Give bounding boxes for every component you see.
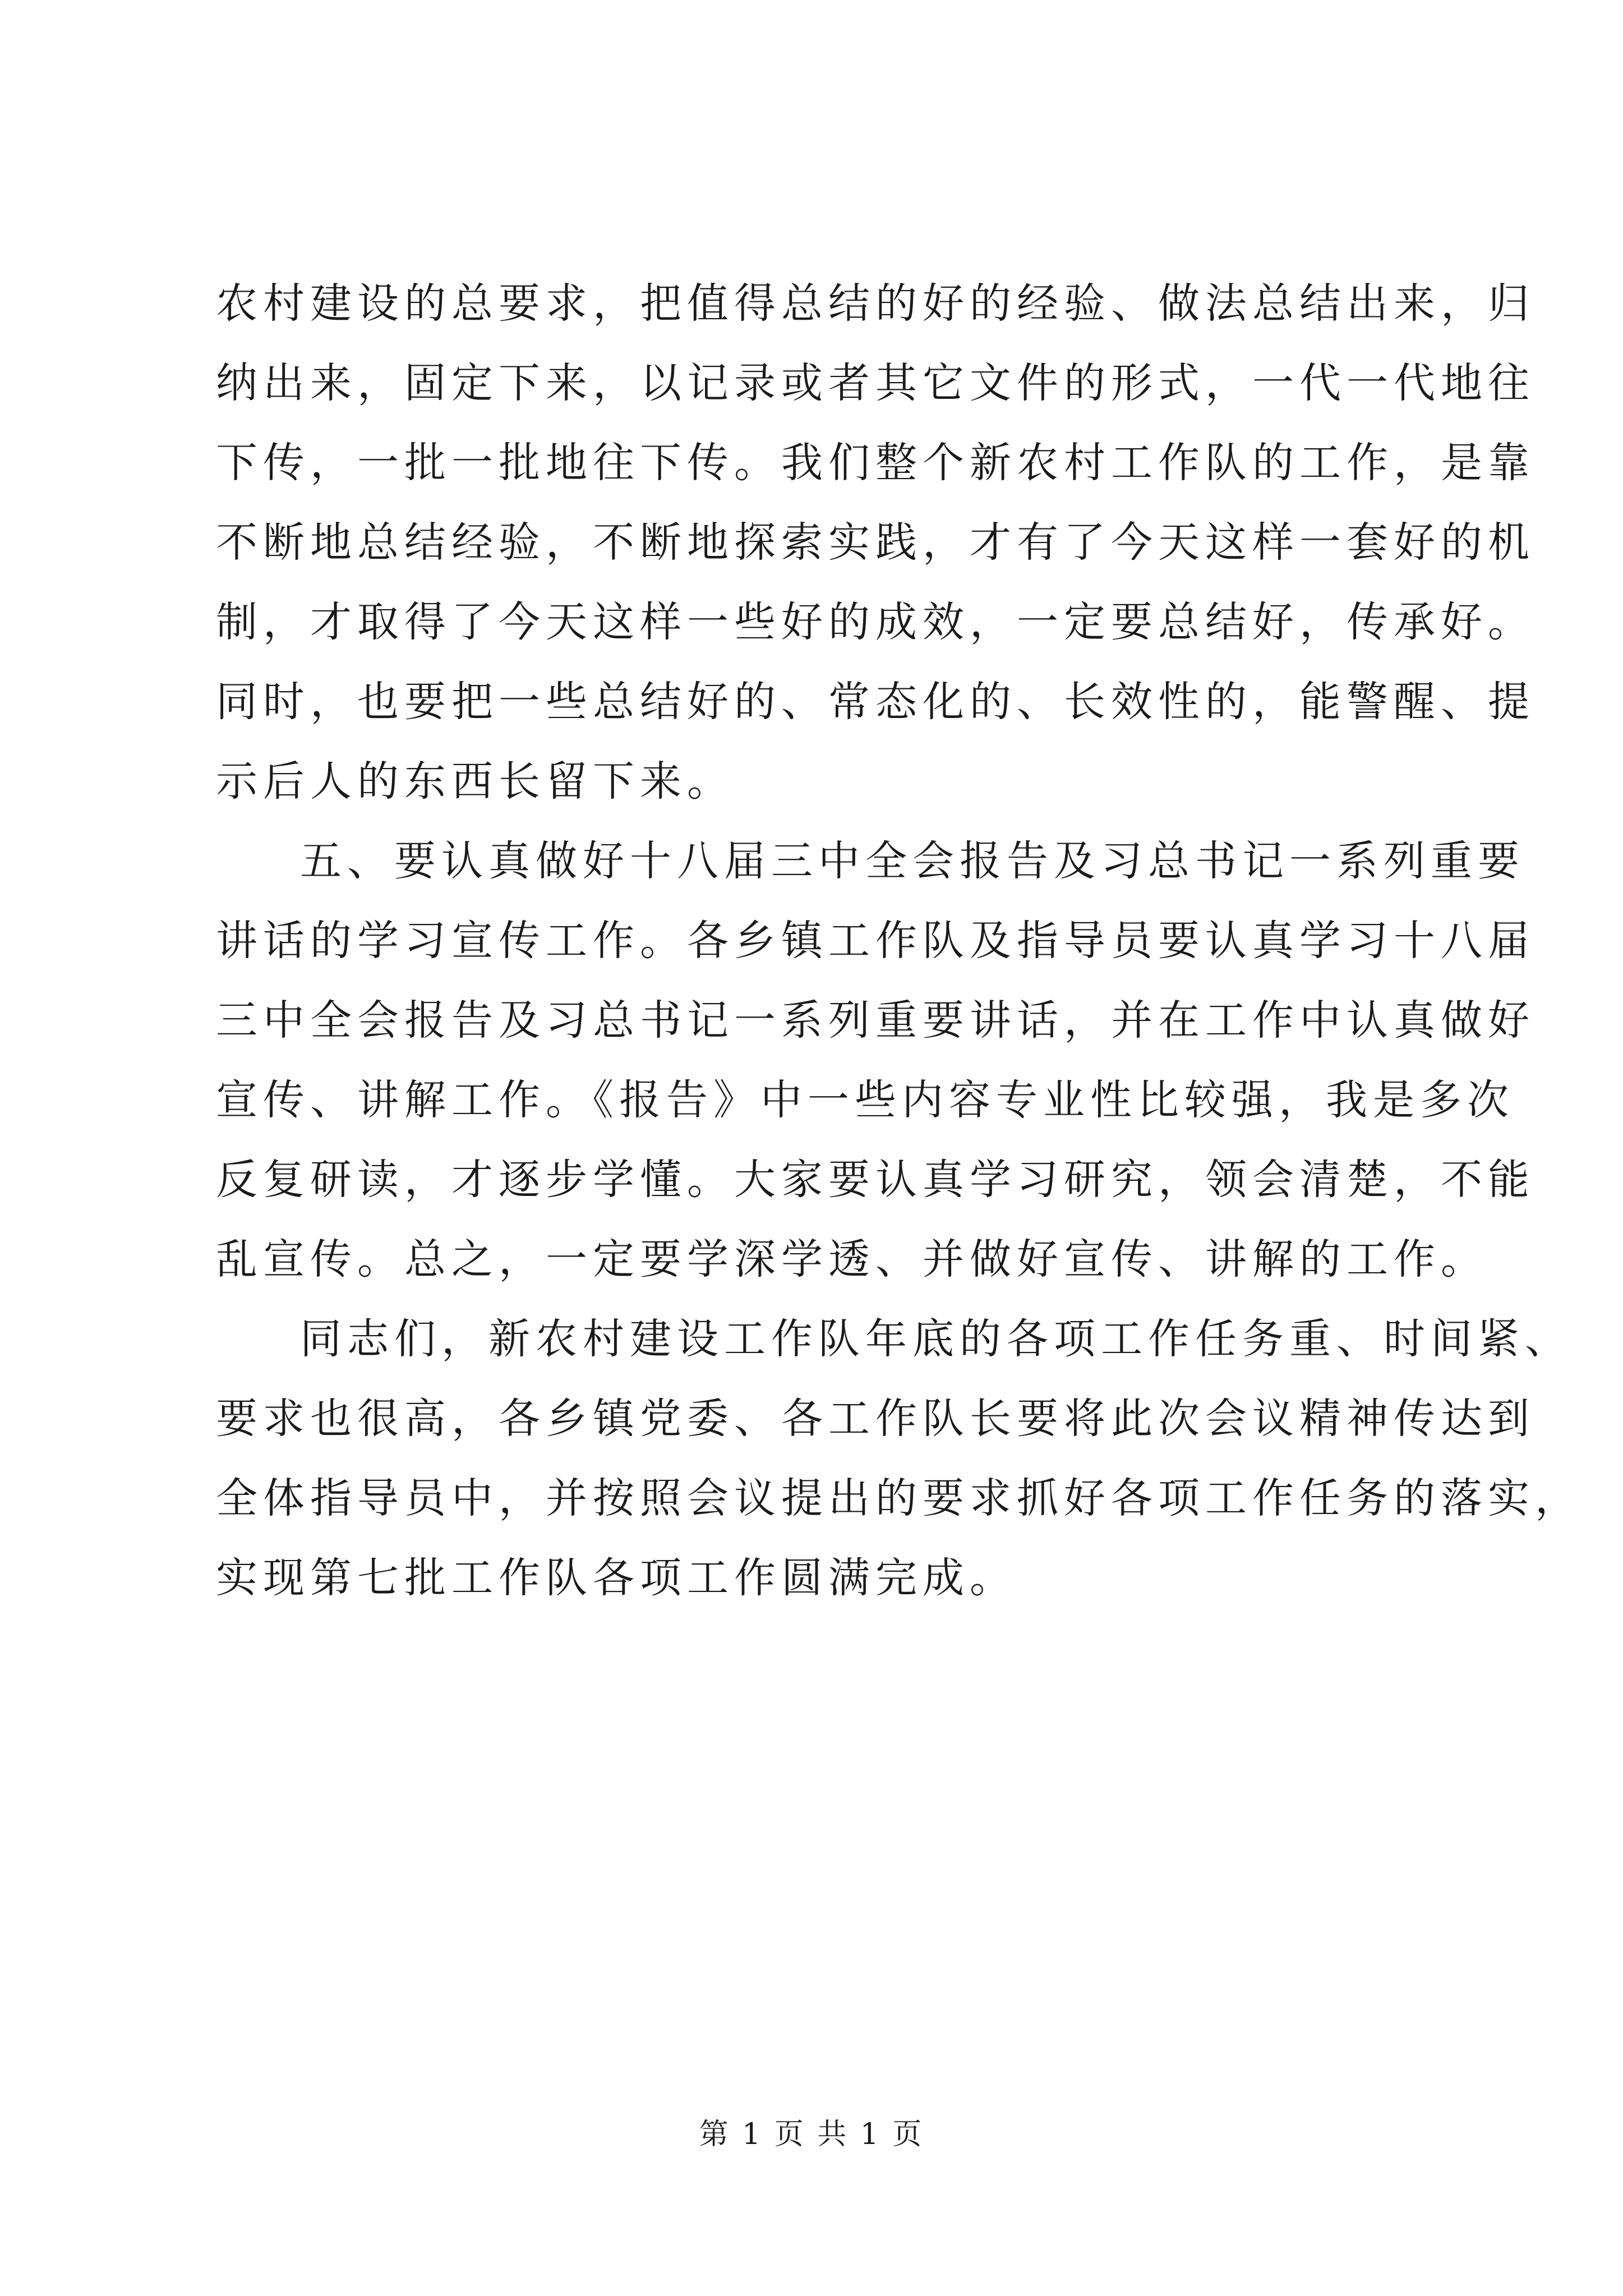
body-text <box>216 264 1582 1618</box>
text-line: 农村建设的总要求，把值得总结的好的经验、做法总结出来，归 <box>216 279 1535 328</box>
text-line: 示后人的东西长留下来。 <box>216 757 734 806</box>
page-footer: 第 1 页 共 1 页 <box>699 2118 924 2151</box>
text-line: 制，才取得了今天这样一些好的成效，一定要总结好，传承好。 <box>216 598 1535 646</box>
text-line: 反复研读，才逐步学懂。大家要认真学习研究，领会清楚，不能 <box>216 1156 1535 1204</box>
text-line: 下传，一批一批地往下传。我们整个新农村工作队的工作，是靠 <box>216 439 1535 487</box>
text-line: 要求也很高，各乡镇党委、各工作队长要将此次会议精神传达到 <box>216 1395 1535 1443</box>
text-line: 全体指导员中，并按照会议提出的要求抓好各项工作任务的落实， <box>216 1474 1582 1522</box>
text-line: 讲话的学习宣传工作。各乡镇工作队及指导员要认真学习十八届 <box>216 917 1535 965</box>
text-line: 同志们，新农村建设工作队年底的各项工作任务重、时间紧、 <box>300 1315 1572 1363</box>
text-line: 乱宣传。总之，一定要学深学透、并做好宣传、讲解的工作。 <box>216 1235 1488 1283</box>
text-line: 同时，也要把一些总结好的、常态化的、长效性的，能警醒、提 <box>216 678 1535 726</box>
text-line: 宣传、讲解工作。《报告》中一些内容专业性比较强，我是多次 <box>216 1076 1514 1124</box>
text-line: 五、要认真做好十八届三中全会报告及习总书记一系列重要 <box>300 837 1525 885</box>
text-line: 不断地总结经验，不断地探索实践，才有了今天这样一套好的机 <box>216 518 1535 567</box>
text-line: 实现第七批工作队各项工作圆满完成。 <box>216 1554 1017 1602</box>
text-line: 纳出来，固定下来，以记录或者其它文件的形式，一代一代地往 <box>216 359 1535 407</box>
text-line: 三中全会报告及习总书记一系列重要讲话，并在工作中认真做好 <box>216 996 1535 1045</box>
